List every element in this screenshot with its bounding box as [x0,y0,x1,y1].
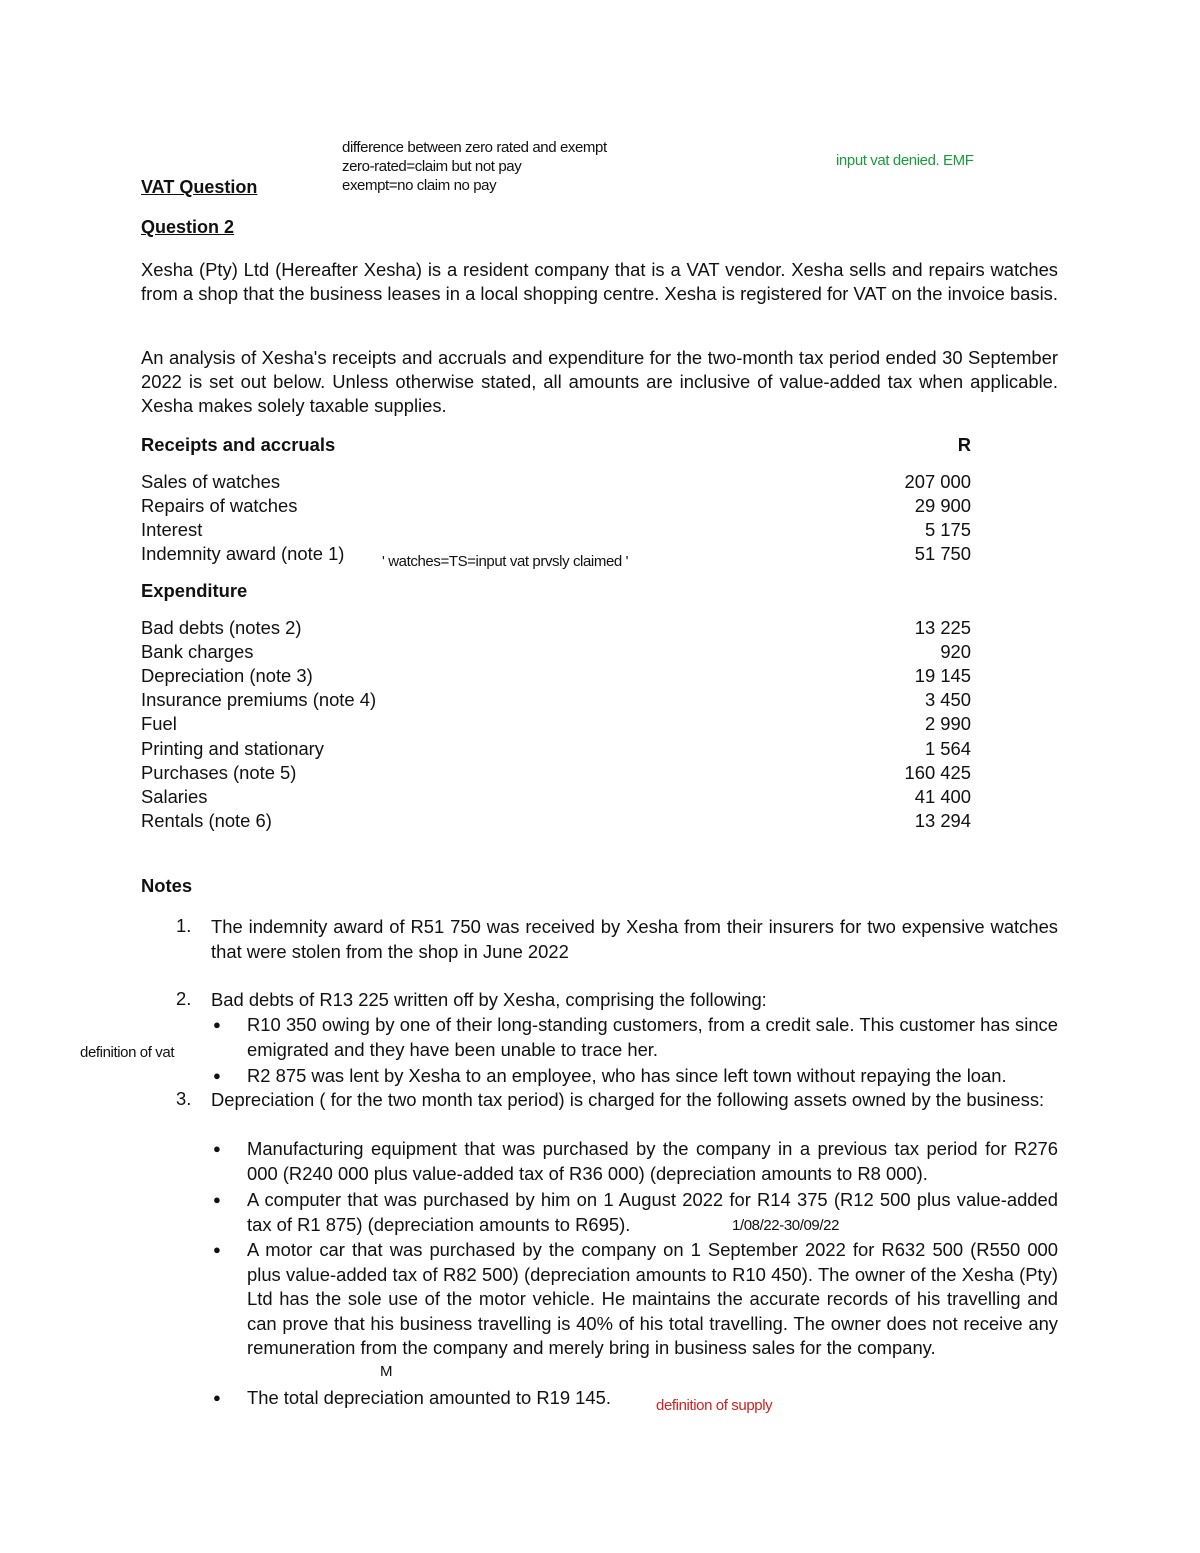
row-amount: 160 425 [904,762,971,783]
row-amount: 3 450 [924,689,971,710]
table-row [141,786,971,810]
row-label: Rentals (note 6) [141,810,272,831]
currency-header: R [957,434,971,455]
row-label: Insurance premiums (note 4) [141,689,377,710]
row-amount: 29 900 [914,495,971,516]
row-amount: 13 225 [914,617,971,638]
row-amount: 51 750 [914,543,971,564]
document-title: VAT Question [141,177,258,197]
annotation-line: difference between zero rated and exempt [342,139,607,156]
row-label: Salaries [141,786,208,807]
row-amount: 41 400 [914,786,971,807]
row-amount: 2 990 [924,713,971,734]
note-2-text: Bad debts of R13 225 written off by Xesha, comprising the following: [211,989,767,1010]
note-1-text: The indemnity award of R51 750 was received by Xesha from their insurers for two expensive watches that were stolen from the shop in June 2022 [211,916,1058,962]
table-row [141,738,971,762]
table-row [141,471,971,495]
annotation-line: exempt=no claim no pay [342,177,497,194]
table-row [141,713,971,737]
note-number: 2. [176,988,192,1009]
note-3-bullet-2: A computer that was purchased by him on 1 August 2022 for R14 375 (R12 500 plus value-added tax of R1 875) (depreciation amounts to R695). [247,1189,1058,1235]
row-amount: 207 000 [904,471,971,492]
row-label: Indemnity award (note 1) [141,543,345,564]
expenditure-header: Expenditure [141,580,248,601]
row-amount: 19 145 [914,665,971,686]
table-row [141,689,971,713]
annotation-definition-of-supply: definition of supply [656,1397,773,1414]
table-row [141,762,971,786]
note-3-bullet-3: A motor car that was purchased by the company on 1 September 2022 for R632 500 (R550 000 plus value-added tax of R82 500) (depreciation amounts to R10 450). The owner of the Xesha (Pty) Ltd has the sole use of the motor vehicle. He maintains the accurate records of his travelling and can prove that his business travelling is 40% of his total travelling. The owner does not receive any remuneration from the company and merely bring in business sales for the company. [247,1239,1058,1358]
annotation-definition-of-vat: definition of vat [80,1044,175,1061]
row-label: Purchases (note 5) [141,762,297,783]
row-label: Bank charges [141,641,254,662]
row-amount: 920 [940,641,971,662]
annotation-input-vat-denied: input vat denied. EMF [836,152,974,169]
bullet-icon: ● [213,1242,221,1257]
row-label: Depreciation (note 3) [141,665,313,686]
intro-paragraph-2: An analysis of Xesha's receipts and accruals and expenditure for the two-month tax period ended 30 September 2022 is set out below. Unless otherwise stated, all amounts are inclusive of value-added tax when applicable. Xesha makes solely taxable supplies. [141,347,1058,416]
annotation-line: zero-rated=claim but not pay [342,158,522,175]
table-row [141,641,971,665]
table-row [141,519,971,543]
row-label: Sales of watches [141,471,281,492]
note-3-bullet-1: Manufacturing equipment that was purchased by the company in a previous tax period for R276 000 (R240 000 plus value-added tax of R36 000) (depreciation amounts to R8 000). [247,1138,1058,1184]
note-3-bullet-4: The total depreciation amounted to R19 145. [247,1387,611,1408]
note-number: 3. [176,1088,192,1109]
note-3-text: Depreciation ( for the two month tax period) is charged for the following assets owned by the business: [211,1089,1045,1110]
bullet-icon: ● [213,1017,221,1032]
receipts-header-row [141,434,971,458]
question-heading: Question 2 [141,217,235,237]
notes-header: Notes [141,875,193,896]
intro-paragraph-1: Xesha (Pty) Ltd (Hereafter Xesha) is a resident company that is a VAT vendor. Xesha sells and repairs watches from a shop that the business leases in a local shopping centre. Xesha is registered for VAT on the invoice basis. [141,259,1058,304]
table-row [141,495,971,519]
bullet-icon: ● [213,1068,221,1083]
note-2-bullet-1: R10 350 owing by one of their long-standing customers, from a credit sale. This customer has since emigrated and they have been unable to trace her. [247,1014,1058,1060]
receipts-header: Receipts and accruals [141,434,336,455]
annotation-zero-rated-vs-exempt [342,138,607,195]
bullet-icon: ● [213,1141,221,1156]
table-row [141,810,971,834]
annotation-watches-ts: ' watches=TS=input vat prvsly claimed ' [382,553,629,570]
table-row [141,617,971,641]
row-amount: 1 564 [924,738,971,759]
row-label: Bad debts (notes 2) [141,617,302,638]
annotation-date-range: 1/08/22-30/09/22 [732,1217,840,1234]
row-label: Fuel [141,713,177,734]
bullet-icon: ● [213,1192,221,1207]
bullet-icon: ● [213,1390,221,1405]
note-2-bullet-2: R2 875 was lent by Xesha to an employee, who has since left town without repaying the loan. [247,1065,1007,1086]
note-number: 1. [176,915,192,936]
row-label: Interest [141,519,203,540]
row-amount: 13 294 [914,810,971,831]
annotation-m-mark: M [380,1363,393,1380]
row-amount: 5 175 [924,519,971,540]
row-label: Printing and stationary [141,738,324,759]
row-label: Repairs of watches [141,495,298,516]
table-row [141,665,971,689]
